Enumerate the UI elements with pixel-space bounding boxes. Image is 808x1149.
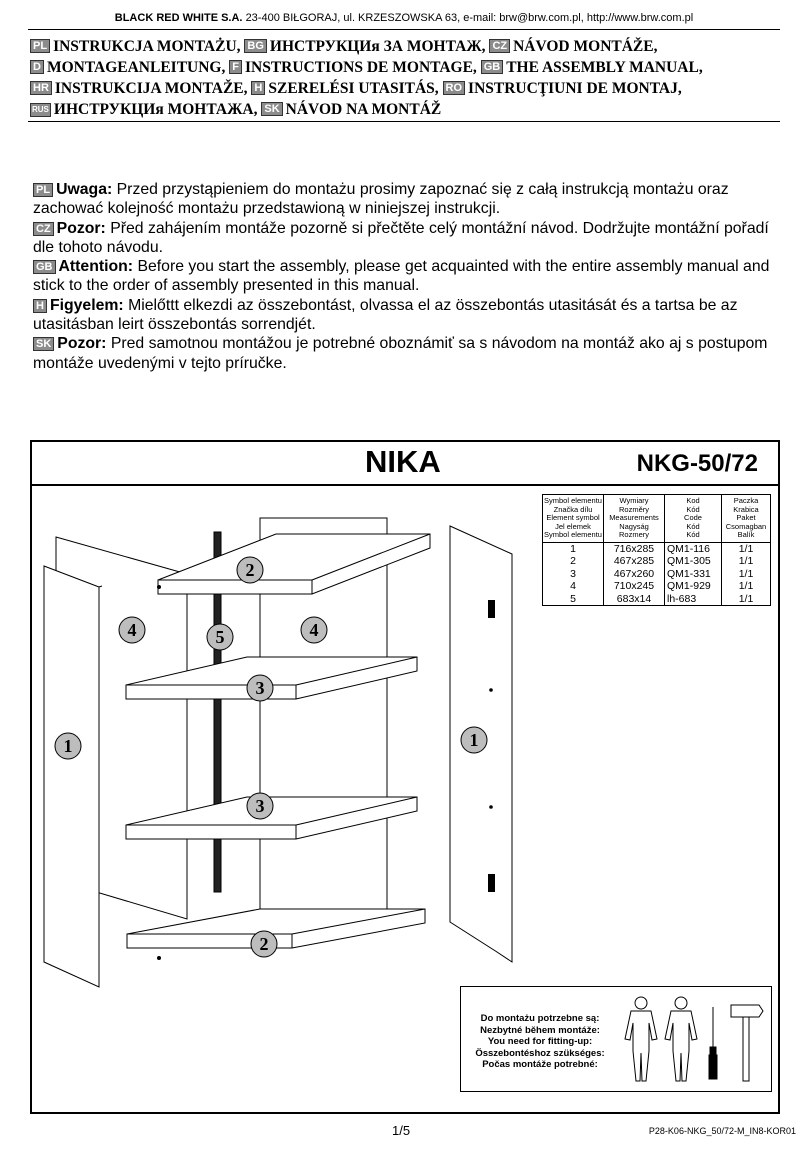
cell-size: 710x245: [604, 580, 665, 593]
title-text: ИНСТРУКЦИя МОНТАЖА,: [53, 101, 258, 118]
cell-pack: 1/1: [722, 568, 771, 581]
cell-pack: 1/1: [722, 542, 771, 555]
callout-3-upper-label: 3: [255, 678, 265, 698]
company-address: 23-400 BIŁGORAJ, ul. KRZESZOWSKA 63, e-mail: brw@brw.com.pl, http://www.brw.com.pl: [245, 12, 694, 24]
note-label: Pozor:: [57, 335, 107, 353]
dowel-hole: [489, 805, 493, 809]
note-paragraph: [33, 180, 783, 219]
parts-table-header: [543, 495, 771, 543]
callout-4-left-label: 4: [127, 620, 137, 640]
lang-tag: GB: [33, 260, 56, 274]
tools-line: Do montażu potrzebne są:: [480, 1013, 600, 1024]
callout-4-right-label: 4: [309, 620, 319, 640]
dowel-hole: [157, 956, 161, 960]
lang-tag: PL: [33, 183, 53, 197]
note-paragraph: [33, 334, 783, 373]
callout-2-top-label: 2: [245, 560, 255, 580]
cell-symbol: 4: [543, 580, 604, 593]
tools-needed-text: [465, 1013, 615, 1071]
cell-symbol: 2: [543, 555, 604, 568]
title-text: INSTRUKCIJA MONTAŽE,: [54, 80, 248, 97]
side-panel-left: [44, 566, 99, 987]
product-code: NKG-50/72: [636, 450, 758, 477]
header-size: Wymiary Rozměry Measurements Nagyság Rozmery: [604, 495, 665, 543]
table-row: [543, 555, 771, 568]
note-label: Attention:: [58, 258, 134, 276]
header-code: Kod Kód Code Kód Kód: [665, 495, 722, 543]
note-text: Before you start the assembly, please get acquainted with the entire assembly manual and stick to the order of assembly presented in this manual.: [33, 258, 770, 295]
tools-line: You need for fitting-up:: [487, 1036, 593, 1047]
header-pack: Paczka Krabica Paket Csomagban Balík: [722, 495, 771, 543]
lang-tag: RO: [443, 81, 466, 95]
cell-pack: 1/1: [722, 555, 771, 568]
lang-tag: H: [33, 299, 47, 313]
dowel-hole: [489, 688, 493, 692]
cell-size: 716x285: [604, 542, 665, 555]
lang-tag: SK: [261, 102, 282, 116]
tools-illustration: [619, 989, 769, 1089]
title-text: INSTRUCTIONS DE MONTAGE,: [244, 59, 477, 76]
title-line: [30, 36, 790, 57]
lang-tag: BG: [244, 39, 267, 53]
callout-1-left-label: 1: [63, 736, 73, 756]
parts-table: [542, 494, 771, 606]
callout-5-label: 5: [215, 627, 225, 647]
document-code: P28-K06-NKG_50/72-M_IN8-KOR01: [648, 1126, 796, 1136]
company-name: BLACK RED WHITE S.A.: [114, 12, 243, 24]
lang-tag: GB: [481, 60, 504, 74]
cell-code: QM1-116: [665, 542, 722, 555]
table-row: [543, 568, 771, 581]
title-text: NÁVOD NA MONTÁŽ: [285, 101, 442, 118]
title-line: [30, 57, 790, 78]
screwdriver-icon: [709, 1007, 717, 1079]
cell-code: QM1-929: [665, 580, 722, 593]
cell-symbol: 5: [543, 593, 604, 606]
manual-titles: [30, 36, 790, 120]
note-text: Przed przystąpieniem do montażu prosimy zapoznać się z całą instrukcją montażu oraz zachować kolejność montażu przedstawioną w niniejszej instrukcji.: [33, 181, 729, 218]
header-symbol: Symbol elementu Značka dílu Element symbol Jel elemek Symbol elementu: [543, 495, 604, 543]
title-text: INSTRUKCJA MONTAŻU,: [53, 38, 241, 55]
tools-line: Počas montáže potrebné:: [482, 1059, 598, 1070]
note-label: Uwaga:: [56, 181, 113, 198]
person-icon: [665, 997, 697, 1081]
title-text: INSTRUCŢIUNI DE MONTAJ,: [468, 80, 682, 97]
lang-tag: RUS: [30, 103, 51, 117]
table-row: [543, 542, 771, 555]
cell-code: lh-683: [665, 593, 722, 606]
cell-code: QM1-305: [665, 555, 722, 568]
table-row: [543, 593, 771, 606]
person-icon: [625, 997, 657, 1081]
cell-symbol: 1: [543, 542, 604, 555]
lang-tag: PL: [30, 39, 50, 53]
company-header: [0, 12, 808, 24]
cell-pack: 1/1: [722, 580, 771, 593]
hinge-lower: [488, 874, 495, 892]
note-text: Pred samotnou montážou je potrebné oboznámiť sa s návodom na montáž ako aj s postupom montáže uvedenými v tejto príručke.: [33, 335, 768, 372]
hammer-icon: [731, 1005, 763, 1081]
callout-1-right-label: 1: [469, 730, 479, 750]
cell-pack: 1/1: [722, 593, 771, 606]
page-number: 1/5: [392, 1123, 411, 1138]
lang-tag: SK: [33, 337, 54, 351]
lang-tag: HR: [30, 81, 52, 95]
titles-rule: [28, 121, 780, 122]
lang-tag: F: [229, 60, 242, 74]
product-name: NIKA: [365, 444, 441, 479]
tools-needed-box: [460, 986, 772, 1092]
title-line: [30, 99, 790, 120]
lang-tag: CZ: [33, 222, 54, 236]
tools-line: Nezbytné během montáže:: [480, 1024, 600, 1036]
assembly-notes: [33, 180, 783, 373]
note-paragraph: [33, 296, 783, 335]
note-text: Před zahájením montáže pozorně si přečtěte celý montážní návod. Dodržujte montážní pořadí dle tohoto návodu.: [33, 219, 769, 256]
callout-2-bottom-label: 2: [259, 934, 269, 954]
title-line: [30, 78, 790, 99]
note-label: Figyelem:: [49, 296, 124, 314]
header-rule: [28, 29, 780, 30]
cell-symbol: 3: [543, 568, 604, 581]
title-text: SZERELÉSI UTASITÁS,: [268, 80, 439, 97]
table-row: [543, 580, 771, 593]
tools-line: Összebontéshoz szükséges:: [475, 1047, 605, 1059]
lang-tag: D: [30, 60, 44, 74]
note-label: Pozor:: [56, 219, 106, 237]
cell-size: 683x14: [604, 593, 665, 606]
title-text: NÁVOD MONTÁŽE,: [513, 38, 658, 55]
note-paragraph: [33, 257, 783, 296]
callout-3-lower-label: 3: [255, 796, 265, 816]
lang-tag: H: [251, 81, 265, 95]
title-text: THE ASSEMBLY MANUAL,: [506, 59, 703, 76]
cell-size: 467x260: [604, 568, 665, 581]
cell-size: 467x285: [604, 555, 665, 568]
cell-code: QM1-331: [665, 568, 722, 581]
hinge-upper: [488, 600, 495, 618]
product-frame: [30, 440, 780, 1114]
top-board: [158, 534, 430, 594]
note-paragraph: [33, 219, 783, 258]
dowel-hole: [157, 585, 161, 589]
note-text: Mielőttt elkezdi az összebontást, olvassa el az összebontás utasitását és a tartsa be az utasitásban leirt összebontás sorrendjét.: [33, 296, 738, 334]
lang-tag: CZ: [489, 39, 510, 53]
title-text: MONTAGEANLEITUNG,: [46, 59, 226, 76]
title-text: ИНСТРУКЦИя ЗА МОНТАЖ,: [269, 38, 486, 55]
